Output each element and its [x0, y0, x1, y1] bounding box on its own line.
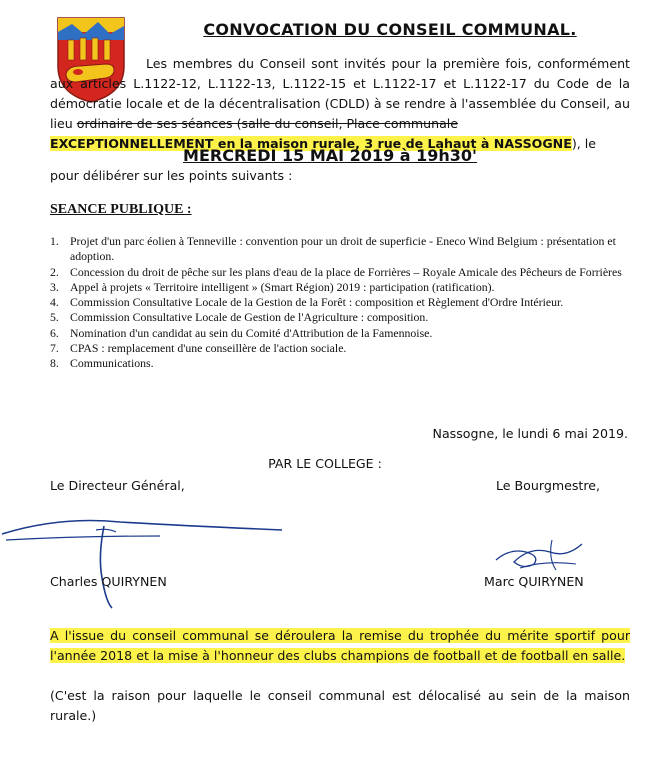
agenda-item-text: Projet d'un parc éolien à Tenneville : convention pour un droit de superficie - Eneco Wind Belgium : présentation et adoption. [70, 234, 616, 264]
relocation-note: (C'est la raison pour laquelle le conseil communal est délocalisé au sein de la maison rurale.) [50, 688, 630, 723]
director-name: Charles QUIRYNEN [50, 574, 167, 589]
place-date: Nassogne, le lundi 6 mai 2019. [432, 426, 628, 441]
intro-paragraph [50, 54, 630, 154]
agenda-item [50, 280, 630, 295]
mayor-title: Le Bourgmestre, [496, 478, 600, 493]
page-title: CONVOCATION DU CONSEIL COMMUNAL. [203, 20, 577, 39]
agenda-item-text: Appel à projets « Territoire intelligent » (Smart Région) 2019 : participation (ratification). [70, 279, 495, 294]
intro-text: Les membres du Conseil sont invités pour la première fois, conformément aux articles L.1122-12, L.1122-13, L.1122-15 et L.1122-17 et L.1122-17 du Code de la démocratie locale et de la décentralisation (CDLD) à se rendre à l'assemblée du Conseil, au lieu [50, 56, 630, 131]
agenda-item-number: 2. [50, 264, 59, 279]
deliberate-text: pour délibérer sur les points suivants : [50, 168, 293, 183]
agenda-item-number: 1. [50, 234, 59, 248]
agenda-item-number: 6. [50, 325, 59, 340]
agenda-item [50, 265, 630, 280]
agenda-item-text: Communications. [70, 356, 154, 371]
agenda-item [50, 356, 630, 371]
agenda-item-text: Nomination d'un candidat au sein du Comité d'Attribution de la Famennoise. [70, 325, 433, 340]
trophy-announcement [50, 626, 630, 666]
agenda-item-number: 5. [50, 310, 59, 325]
struck-location: ordinaire de ses séances (salle du conseil, Place communale [76, 116, 459, 131]
agenda-item [50, 341, 630, 356]
agenda-item-number: 3. [50, 279, 59, 294]
intro-tail: ), le [571, 136, 596, 151]
agenda-item [50, 234, 630, 265]
meeting-date: MERCREDI 15 MAI 2019 à 19h30' [183, 146, 477, 165]
agenda-item [50, 326, 630, 341]
agenda-item-text: Commission Consultative Locale de la Gestion de la Forêt : composition et Règlement d'Ordre Intérieur. [70, 295, 564, 310]
agenda-item-text: Commission Consultative Locale de Gestion de l'Agriculture : composition. [70, 310, 429, 325]
highlighted-location: EXCEPTIONNELLEMENT en la maison rurale, 3 rue de Lahaut à NASSOGNE [50, 136, 572, 151]
mayor-name: Marc QUIRYNEN [484, 574, 584, 589]
agenda-item-text: CPAS : remplacement d'une conseillère de l'action sociale. [70, 341, 347, 356]
agenda-item-number: 7. [50, 341, 59, 356]
agenda-item [50, 310, 630, 325]
mayor-signature [490, 530, 590, 580]
agenda-item [50, 295, 630, 310]
agenda-list [50, 234, 630, 372]
director-title: Le Directeur Général, [50, 478, 185, 493]
agenda-item-text: Concession du droit de pêche sur les plans d'eau de la place de Forrières – Royale Amicale des Pêcheurs de Forrières [70, 264, 622, 279]
agenda-item-number: 4. [50, 295, 59, 310]
par-college-label: PAR LE COLLEGE : [268, 456, 382, 471]
session-title: SEANCE PUBLIQUE : [50, 202, 192, 217]
agenda-item-number: 8. [50, 356, 59, 371]
trophy-text: A l'issue du conseil communal se déroulera la remise du trophée du mérite sportif pour l'année 2018 et la mise à l'honneur des clubs champions de football et de football en salle. [50, 628, 630, 663]
director-signature [0, 506, 290, 610]
